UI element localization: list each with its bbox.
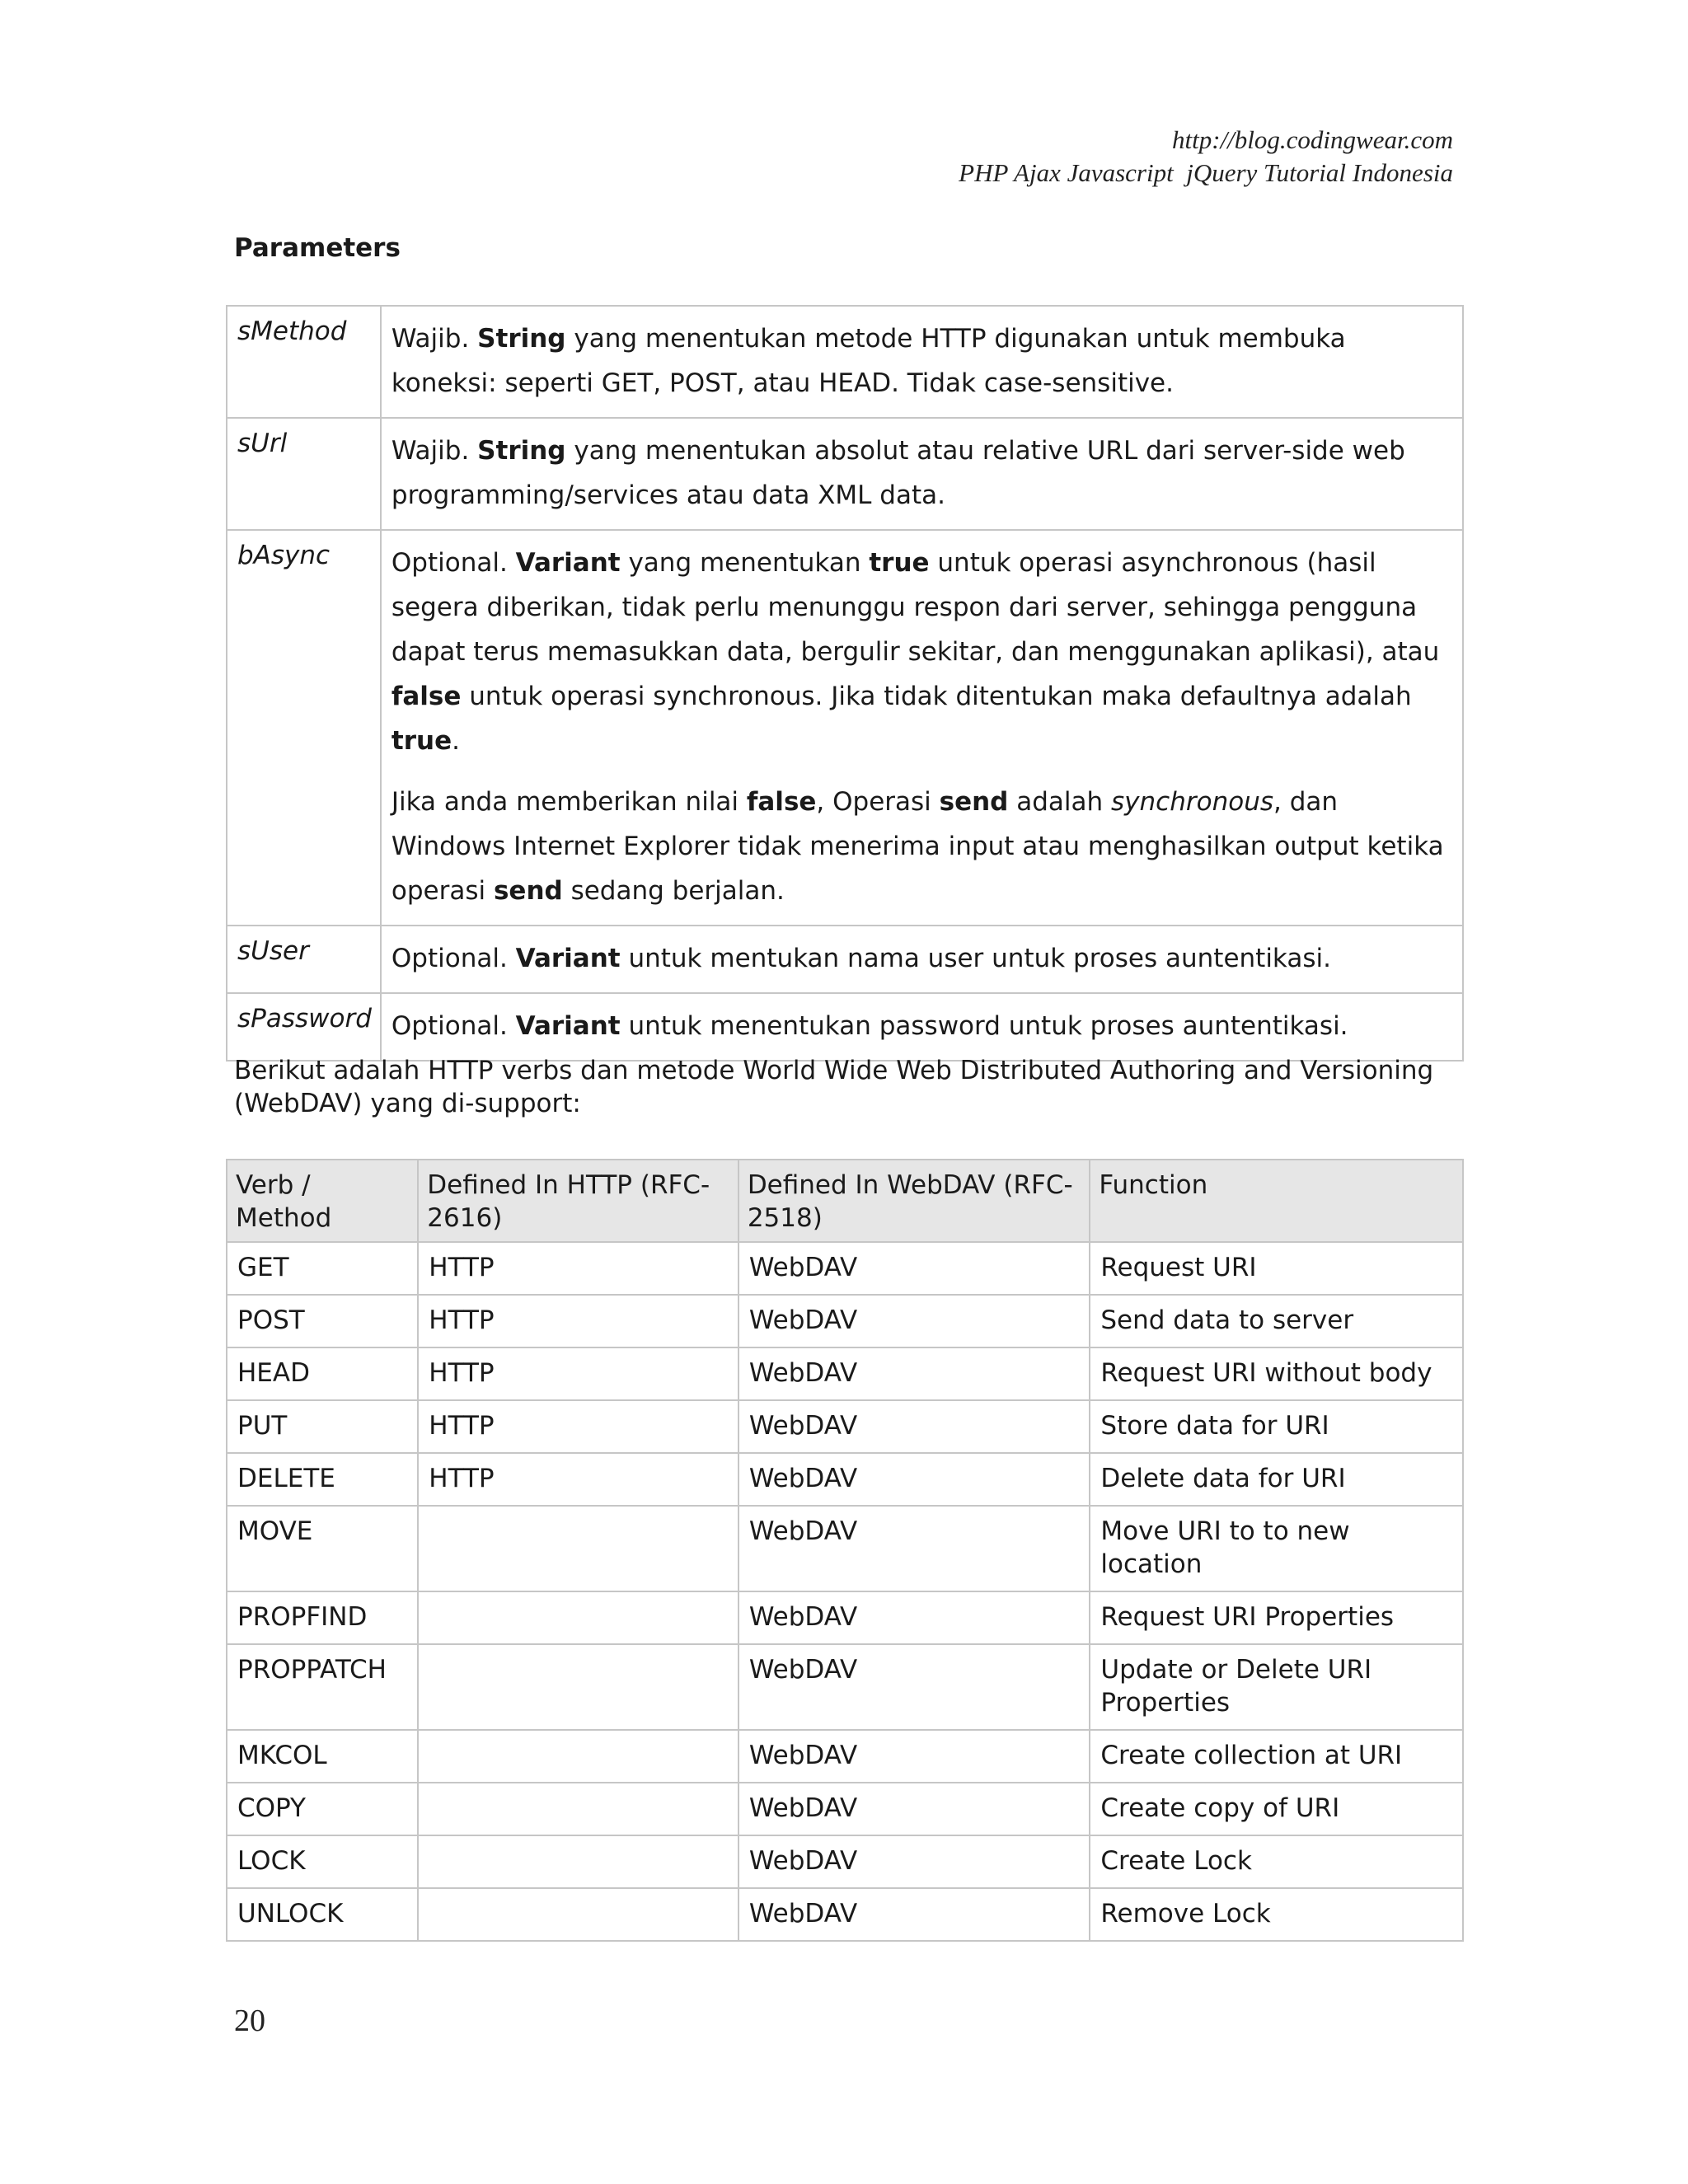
description-paragraph [392,780,1456,913]
verbs-table-body [227,1242,1463,1941]
parameter-name: sUrl [227,418,381,530]
table-row [227,1400,1463,1453]
text-run: Jika anda memberikan nilai [391,787,747,817]
table-row [227,1591,1463,1644]
verb-cell: GET [227,1242,418,1295]
description-paragraph [392,1004,1456,1048]
http-cell: HTTP [418,1347,738,1400]
description-paragraph [392,936,1456,981]
verbs-table-header-row [227,1160,1463,1242]
parameter-row [227,418,1463,530]
parameter-row [227,306,1463,418]
parameter-name: bAsync [227,530,381,926]
text-run: send [493,876,563,906]
webdav-cell: WebDAV [738,1453,1090,1506]
http-cell [418,1591,738,1644]
text-run: Optional. [391,548,516,578]
text-run: Variant [515,1011,621,1041]
text-run: . [452,726,460,756]
text-run: adalah [1008,787,1112,817]
verbs-intro-text: Berikut adalah HTTP verbs dan metode World Wide Web Distributed Authoring and Versioning (WebDAV) yang di-support: [234,1056,1434,1118]
webdav-cell: WebDAV [738,1591,1090,1644]
header-subtitle: PHP Ajax Javascript jQuery Tutorial Indonesia [959,158,1453,187]
table-row [227,1730,1463,1783]
page-header [959,124,1453,190]
verb-cell: UNLOCK [227,1888,418,1941]
function-cell: Create copy of URI [1090,1783,1463,1835]
parameter-description [381,926,1463,993]
parameter-description [381,530,1463,926]
function-cell: Create Lock [1090,1835,1463,1888]
parameters-heading: Parameters [234,233,401,263]
http-cell [418,1835,738,1888]
verb-cell: POST [227,1295,418,1347]
http-cell [418,1888,738,1941]
verb-cell: PROPPATCH [227,1644,418,1730]
text-run: untuk mentukan nama user untuk proses auntentikasi. [620,944,1331,973]
function-cell: Delete data for URI [1090,1453,1463,1506]
parameter-row [227,530,1463,926]
table-row [227,1644,1463,1730]
text-run: Optional. [391,944,516,973]
description-paragraph [392,316,1456,405]
function-cell: Request URI without body [1090,1347,1463,1400]
webdav-cell: WebDAV [738,1644,1090,1730]
table-row [227,1295,1463,1347]
parameter-description [381,418,1463,530]
text-run: yang menentukan [620,548,870,578]
text-run: true [869,548,930,578]
webdav-cell: WebDAV [738,1888,1090,1941]
http-cell [418,1644,738,1730]
webdav-cell: WebDAV [738,1347,1090,1400]
function-cell: Request URI Properties [1090,1591,1463,1644]
verb-cell: LOCK [227,1835,418,1888]
text-run: Wajib. [391,324,478,354]
text-run: synchronous [1111,787,1273,817]
text-run: send [939,787,1009,817]
function-cell: Update or Delete URI Properties [1090,1644,1463,1730]
text-run: true [391,726,452,756]
text-run: Variant [515,944,621,973]
verb-cell: MOVE [227,1506,418,1591]
description-paragraph [392,541,1456,763]
http-cell: HTTP [418,1295,738,1347]
verb-cell: COPY [227,1783,418,1835]
webdav-cell: WebDAV [738,1730,1090,1783]
text-run: String [477,324,566,354]
webdav-cell: WebDAV [738,1295,1090,1347]
parameters-table [226,305,1464,1062]
text-run: yang menentukan metode HTTP digunakan untuk membuka koneksi: seperti GET, POST, atau HEAD. Tidak case-sensitive. [391,324,1346,398]
table-row [227,1506,1463,1591]
parameter-name: sUser [227,926,381,993]
text-run: , dan Windows Internet Explorer tidak menerima input atau menghasilkan output ketika operasi [391,787,1444,906]
http-cell: HTTP [418,1242,738,1295]
text-run: sedang berjalan. [562,876,785,906]
description-paragraph [392,429,1456,518]
webdav-cell: WebDAV [738,1242,1090,1295]
table-row [227,1783,1463,1835]
http-cell [418,1730,738,1783]
table-row [227,1242,1463,1295]
parameter-row [227,926,1463,993]
text-run: untuk operasi asynchronous (hasil segera diberikan, tidak perlu menunggu respon dari server, sehingga pengguna dapat terus memasukkan data, bergulir sekitar, dan menggunakan aplikasi), atau [391,548,1440,667]
parameter-name: sMethod [227,306,381,418]
header-url: http://blog.codingwear.com [1172,125,1453,154]
verbs-table [226,1159,1464,1942]
http-cell [418,1506,738,1591]
parameter-description [381,306,1463,418]
text-run: Wajib. [391,436,478,466]
function-cell: Remove Lock [1090,1888,1463,1941]
header-defined-webdav: Defined In WebDAV (RFC-2518) [738,1160,1090,1242]
table-row [227,1347,1463,1400]
function-cell: Move URI to to new location [1090,1506,1463,1591]
text-run: String [477,436,566,466]
text-run: Optional. [391,1011,516,1041]
text-run: Variant [515,548,621,578]
text-run: untuk operasi synchronous. Jika tidak ditentukan maka defaultnya adalah [461,682,1412,711]
webdav-cell: WebDAV [738,1783,1090,1835]
webdav-cell: WebDAV [738,1835,1090,1888]
header-defined-http: Defined In HTTP (RFC-2616) [418,1160,738,1242]
header-verb-method: Verb / Method [227,1160,418,1242]
parameter-row [227,993,1463,1061]
http-cell: HTTP [418,1400,738,1453]
table-row [227,1453,1463,1506]
table-row [227,1835,1463,1888]
parameter-name: sPassword [227,993,381,1061]
parameter-description [381,993,1463,1061]
text-run: yang menentukan absolut atau relative URL dari server-side web programming/services atau data XML data. [391,436,1405,510]
webdav-cell: WebDAV [738,1400,1090,1453]
text-run: false [391,682,462,711]
function-cell: Store data for URI [1090,1400,1463,1453]
table-row [227,1888,1463,1941]
http-cell: HTTP [418,1453,738,1506]
text-run: , Operasi [816,787,940,817]
function-cell: Create collection at URI [1090,1730,1463,1783]
verb-cell: HEAD [227,1347,418,1400]
page-number: 20 [234,2004,265,2038]
header-function: Function [1090,1160,1463,1242]
parameters-table-body [227,306,1463,1061]
http-cell [418,1783,738,1835]
verb-cell: DELETE [227,1453,418,1506]
text-run: false [746,787,817,817]
verb-cell: PROPFIND [227,1591,418,1644]
verb-cell: MKCOL [227,1730,418,1783]
verb-cell: PUT [227,1400,418,1453]
function-cell: Request URI [1090,1242,1463,1295]
webdav-cell: WebDAV [738,1506,1090,1591]
function-cell: Send data to server [1090,1295,1463,1347]
text-run: untuk menentukan password untuk proses auntentikasi. [620,1011,1348,1041]
